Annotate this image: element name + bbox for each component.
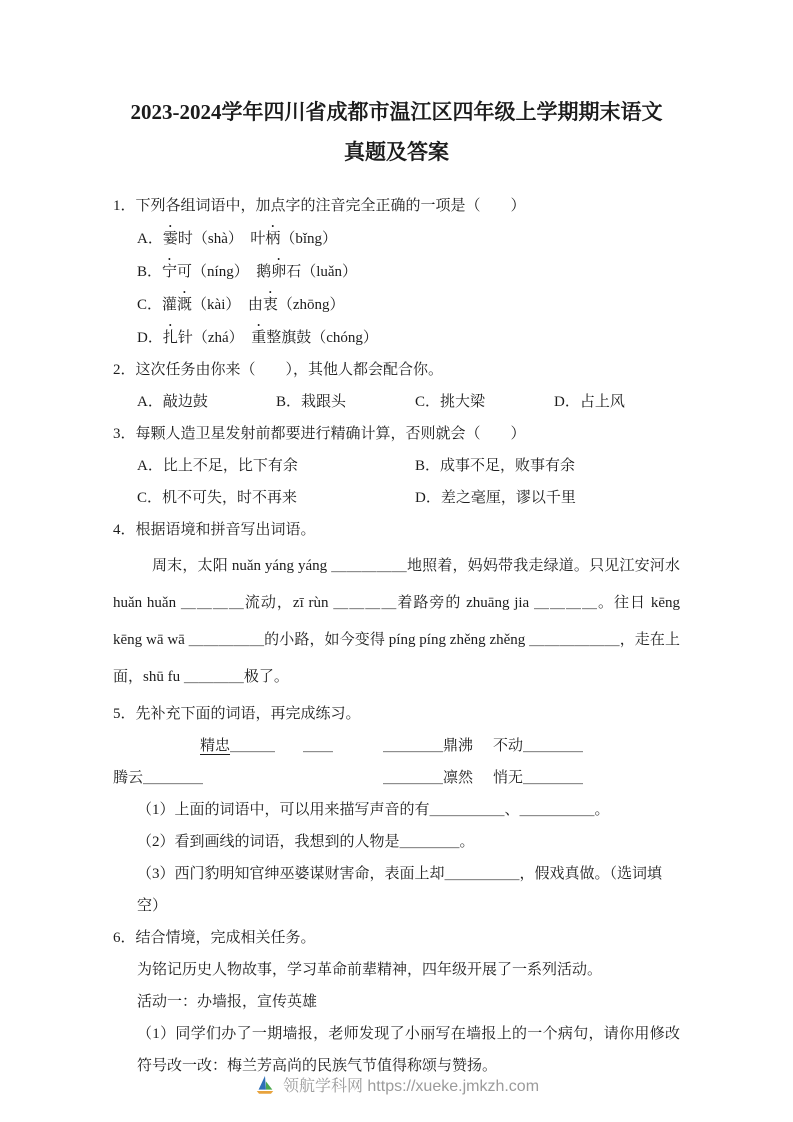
question-6-activity-title: 活动一：办墙报，宣传英雄 [137,994,318,1010]
dotted-char: 溉 [177,297,193,313]
page-title-line1: 2023-2024学年四川省成都市温江区四年级上学期期末语文 [130,100,663,124]
option-text: （zhōng） [277,297,345,313]
question-5-sub-2: （2）看到画线的词语，我想到的人物是＿＿＿＿。 [137,834,475,850]
question-5-word-row-2 [113,762,680,794]
word-item: 不动＿＿＿＿ [493,738,584,754]
question-2-stem: 2．这次任务由你来（ ），其他人都会配合你。 [113,362,444,378]
option-text: 针（zhá） [177,330,252,346]
question-1-stem: 1．下列各组词语中，加点字的注音完全正确的一项是（ ） [113,198,526,214]
page-title-line2: 真题及答案 [344,140,449,164]
word-item: ＿＿＿＿鼎沸 [383,738,474,754]
word-item: 悄无＿＿＿＿ [493,770,584,786]
underlined-word: 精忠 [200,738,231,754]
word-item: ＿＿＿＿凛然 [383,770,474,786]
site-logo-icon [254,1074,276,1096]
dotted-char: 宁 [162,264,178,280]
fill-blank: ＿＿ [303,738,334,754]
fill-blank: ＿＿＿ [230,738,276,754]
question-5-word-row-1 [113,730,680,762]
question-4-passage: 周末，太阳 nuǎn yáng yáng ＿＿＿＿＿地照着，妈妈带我走绿道。只见江安河水 huǎn huǎn ＿＿＿＿流动，zī rùn ＿＿＿＿着路旁的 zhuāng jia ＿＿＿＿。往日 kēng kēng wā wā ＿＿＿＿＿的小路，如今变得 píng píng zhěng zhěng ＿＿＿＿＿＿，走在上面，shū fu ＿＿＿＿极了。 [113,558,680,685]
question-1-option-d [113,321,680,354]
page-title [113,92,680,172]
question-6-intro: 为铭记历史人物故事，学习革命前辈精神，四年级开展了一系列活动。 [137,962,603,978]
question-3-option-d: D．差之毫厘，谬以千里 [415,490,576,506]
question-3-option-b: B．成事不足，败事有余 [415,458,576,474]
question-2-option-a: A．敲边鼓 [137,394,208,410]
option-label: A． [137,231,163,247]
question-5-stem: 5．先补充下面的词语，再完成练习。 [113,706,361,722]
option-text: 整旗鼓（chóng） [266,330,378,346]
question-2-option-d: D．占上风 [554,394,625,410]
word-item: 腾云＿＿＿＿ [113,770,204,786]
footer-site-text: 领航学科网 https://xueke.jmkzh.com [282,1078,540,1095]
question-2-option-c: C．挑大梁 [415,394,486,410]
option-text: 石（luǎn） [286,264,358,280]
word-item [200,730,275,762]
option-text: 可（níng） 鹅 [177,264,272,280]
question-1-option-a [113,222,680,255]
question-5-sub-3: （3）西门豹明知官绅巫婆谋财害命，表面上却＿＿＿＿＿，假戏真做。（选词填空） [137,866,663,914]
dotted-char: 霎 [162,231,178,247]
question-2-option-b: B．栽跟头 [276,394,347,410]
question-3-stem: 3．每颗人造卫星发射前都要进行精确计算，否则就会（ ） [113,426,526,442]
option-text: 时（shà） 叶 [177,231,266,247]
dotted-char: 衷 [262,297,278,313]
option-label: B． [137,264,163,280]
question-6-stem: 6．结合情境，完成相关任务。 [113,930,316,946]
question-4-stem: 4．根据语境和拼音写出词语。 [113,522,316,538]
dotted-char: 扎 [162,330,178,346]
footer [0,1073,793,1096]
question-3-options [113,450,680,514]
question-1-option-b [113,255,680,288]
option-text: 灌 [162,297,178,313]
dotted-char: 重 [251,330,267,346]
option-label: C． [137,297,163,313]
question-2-options [113,386,680,418]
option-text: （bǐng） [280,231,338,247]
question-1-option-c [113,288,680,321]
question-5-sub-1: （1）上面的词语中，可以用来描写声音的有＿＿＿＿＿、＿＿＿＿＿。 [137,802,610,818]
option-label: D． [137,330,163,346]
dotted-char: 卵 [271,264,287,280]
question-3-option-a: A．比上不足，比下有余 [137,458,298,474]
question-6-sub-1: （1）同学们办了一期墙报，老师发现了小丽写在墙报上的一个病句，请你用修改符号改一改：梅兰芳高尚的民族气节值得称颂与赞扬。 [137,1026,680,1074]
option-text: （kài） 由 [192,297,263,313]
dotted-char: 柄 [265,231,281,247]
question-3-option-c: C．机不可失，时不再来 [137,490,298,506]
